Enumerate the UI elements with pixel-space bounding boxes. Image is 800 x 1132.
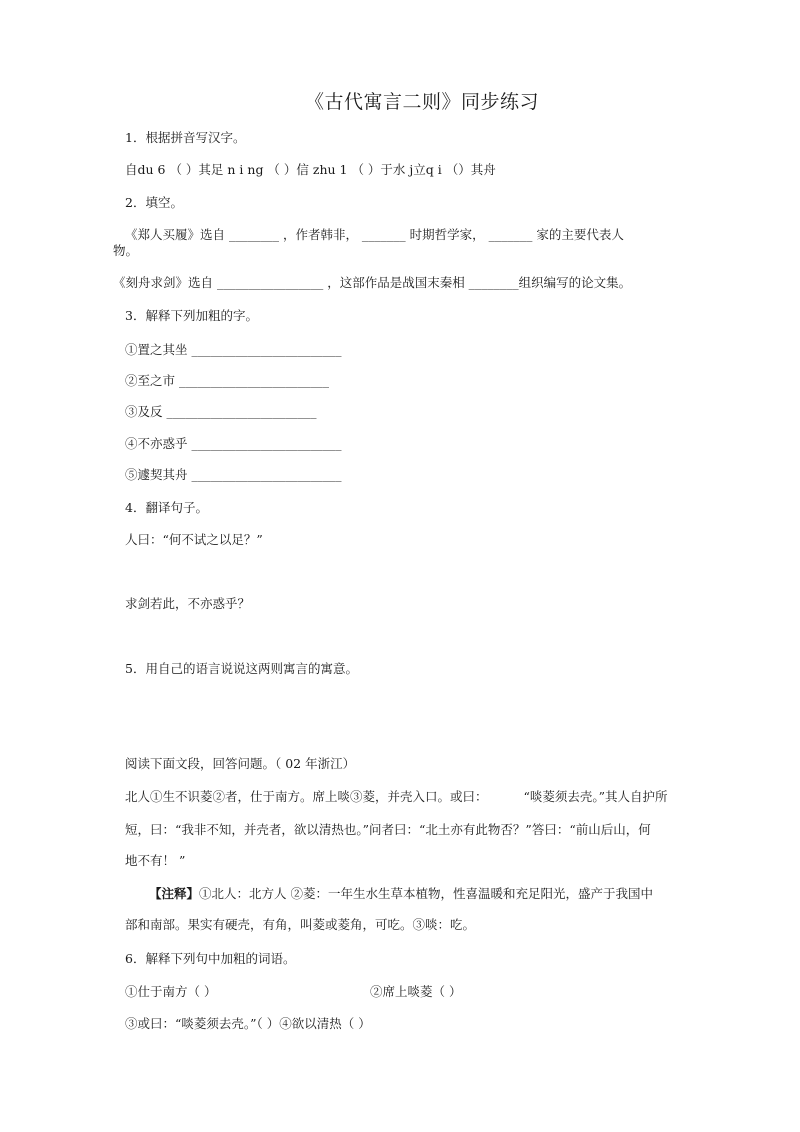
reading-paragraph-line-2: 短，曰：“我非不知，并壳者，欲以清热也。”问者曰：“北土亦有此物否？”答曰：“前山后山，何 <box>125 822 651 837</box>
q6-item: ②席上啖菱（ ） <box>370 984 462 999</box>
q3-item: ⑤遽契其舟 ________________________ <box>125 467 342 482</box>
page-title: 《古代寓言二则》同步练习 <box>305 91 540 113</box>
reading-paragraph-line-1 <box>125 789 668 805</box>
note-text-1: ①北人：北方人 ②菱：一年生水生草本植物，性喜温暖和充足阳光，盛产于我国中 <box>199 886 653 901</box>
q4-sentence-2: 求剑若此，不亦惑乎？ <box>125 596 251 611</box>
q3-item: ④不亦惑乎 ________________________ <box>125 436 342 451</box>
q1-pinyin-line: 自du 6 （ ）其足 n i ng （ ）信 zhu 1 （ ）于水 j立q i （）其舟 <box>125 162 496 177</box>
q2-heading: 2．填空。 <box>125 195 183 210</box>
q3-heading: 3．解释下列加粗的字。 <box>125 308 258 323</box>
reading-paragraph-line-1a: 北人①生不识菱②者，仕于南方。席上啖③菱，并壳入口。或曰： <box>125 789 488 804</box>
q2-fill-line-2: 《刻舟求剑》选自 _________________ ，这部作品是战国末秦相 ________组织编写的论文集。 <box>113 275 632 290</box>
q6-item: ③或曰：“啖菱须去壳。”（ ）④欲以清热（ ） <box>125 1016 371 1031</box>
q2-fill-line-1: 《郑人买履》选自 ________ ，作者韩非， _______ 时期哲学家， _______ 家的主要代表人 <box>125 227 624 242</box>
q5-heading: 5．用自己的语言说说这两则寓言的寓意。 <box>125 661 358 676</box>
q1-heading: 1．根据拼音写汉字。 <box>125 130 246 145</box>
q3-item: ②至之市 ________________________ <box>125 373 329 388</box>
reading-paragraph-line-1b: “啖菱须去壳。”其人自护所 <box>523 789 668 804</box>
reading-intro: 阅读下面文段，回答问题。（ 02 年浙江） <box>125 756 356 771</box>
q4-sentence-1: 人曰：“何不试之以足？” <box>125 532 263 547</box>
reading-note-line-1 <box>149 886 653 902</box>
q6-item: ①仕于南方（ ） <box>125 984 217 999</box>
reading-note-line-2: 部和南部。果实有硬壳，有角，叫菱或菱角，可吃。③啖：吃。 <box>125 917 476 932</box>
q6-heading: 6．解释下列句中加粗的词语。 <box>125 951 296 966</box>
q3-item: ①置之其坐 ________________________ <box>125 342 342 357</box>
q2-fill-line-1-cont: 物。 <box>113 243 139 258</box>
note-label: 【注释】 <box>149 886 200 901</box>
q3-item: ③及反 ________________________ <box>125 404 317 419</box>
q4-heading: 4．翻译句子。 <box>125 500 208 515</box>
reading-paragraph-line-3: 地不有！ ” <box>125 853 186 868</box>
